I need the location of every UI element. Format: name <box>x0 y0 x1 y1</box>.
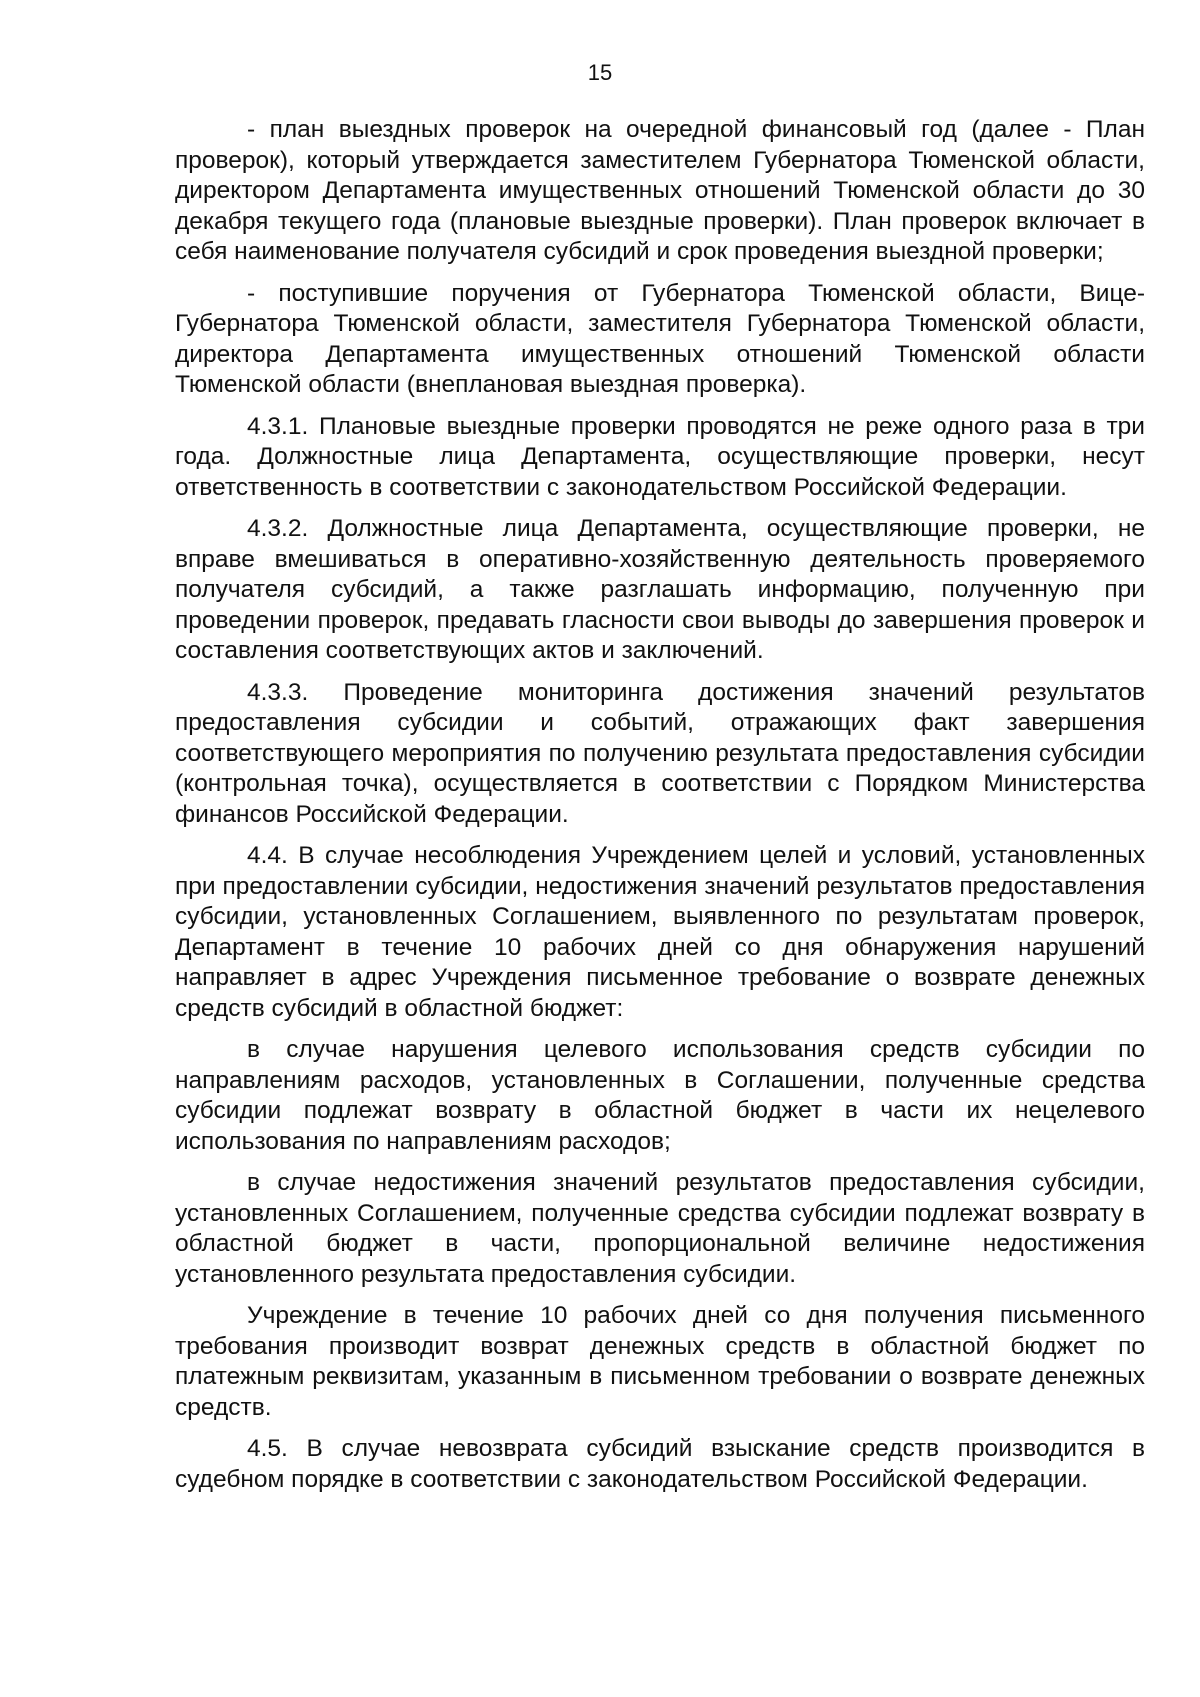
paragraph-non-achievement-case: в случае недостижения значений результатов предоставления субсидии, установленных Соглашением, полученные средства субсидии подлежат возврату в областной бюджет в части, пропорциональной величине недостижения установленного результата предоставления субсидии. <box>175 1169 1145 1288</box>
page-number: 15 <box>587 60 613 85</box>
document-body <box>175 115 1145 1506</box>
paragraph-4-3-1: 4.3.1. Плановые выездные проверки проводятся не реже одного раза в три года. Должностные лица Департамента, осуществляющие проверки, несут ответственность в соответствии с законодательством Российской Федерации. <box>175 412 1145 501</box>
paragraph-4-3-3: 4.3.3. Проведение мониторинга достижения значений результатов предоставления субсидии и событий, отражающих факт завершения соответствующего мероприятия по получению результата предоставления субсидии (контрольная точка), осуществляется в соответствии с Порядком Министерства финансов Российской Федерации. <box>175 678 1145 828</box>
paragraph-4-5: 4.5. В случае невозврата субсидий взыскание средств производится в судебном порядке в соответствии с законодательством Российской Федерации. <box>175 1435 1145 1493</box>
paragraph-misuse-case: в случае нарушения целевого использования средств субсидии по направлениям расходов, установленных в Соглашении, полученные средства субсидии подлежат возврату в областной бюджет в части их нецелевого использования по направлениям расходов; <box>175 1036 1145 1155</box>
paragraph-instructions: - поступившие поручения от Губернатора Тюменской области, Вице-Губернатора Тюменской области, заместителя Губернатора Тюменской области, директора Департамента имущественных отношений Тюменской области Тюменской области (внеплановая выездная проверка). <box>175 279 1145 398</box>
paragraph-4-4: 4.4. В случае несоблюдения Учреждением целей и условий, установленных при предоставлении субсидии, недостижения значений результатов предоставления субсидии, установленных Соглашением, выявленного по результатам проверок, Департамент в течение 10 рабочих дней со дня обнаружения нарушений направляет в адрес Учреждения письменное требование о возврате денежных средств субсидий в областной бюджет: <box>175 842 1145 1022</box>
paragraph-refund-procedure: Учреждение в течение 10 рабочих дней со дня получения письменного требования производит возврат денежных средств в областной бюджет по платежным реквизитам, указанным в письменном требовании о возврате денежных средств. <box>175 1302 1145 1421</box>
paragraph-inspection-plan: - план выездных проверок на очередной финансовый год (далее - План проверок), который утверждается заместителем Губернатора Тюменской области, директором Департамента имущественных отношений Тюменской области до 30 декабря текущего года (плановые выездные проверки). План проверок включает в себя наименование получателя субсидий и срок проведения выездной проверки; <box>175 116 1145 265</box>
paragraph-4-3-2: 4.3.2. Должностные лица Департамента, осуществляющие проверки, не вправе вмешиваться в оперативно-хозяйственную деятельность проверяемого получателя субсидий, а также разглашать информацию, полученную при проведении проверок, предавать гласности свои выводы до завершения проверок и составления соответствующих актов и заключений. <box>175 515 1145 664</box>
